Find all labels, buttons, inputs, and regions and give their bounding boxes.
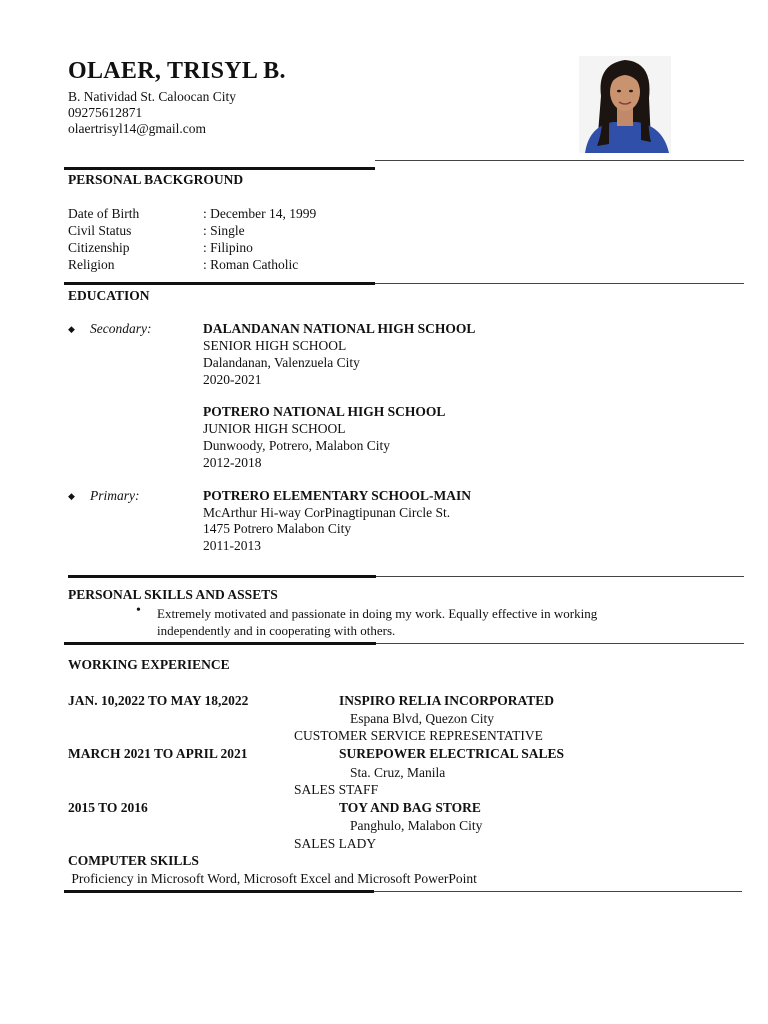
school-address: Dalandanan, Valenzuela City (203, 355, 360, 370)
email: olaertrisyl14@gmail.com (68, 121, 207, 136)
value-civil-status: : Single (203, 223, 245, 238)
divider (68, 575, 376, 578)
job-position: SALES STAFF (294, 782, 379, 797)
label-citizenship: Citizenship (68, 240, 130, 255)
job-company: TOY AND BAG STORE (339, 800, 481, 815)
applicant-name: OLAER, TRISYL B. (68, 58, 286, 84)
diamond-bullet-icon: ◆ (68, 491, 75, 501)
divider (376, 576, 744, 577)
section-title-personal: PERSONAL BACKGROUND (68, 172, 244, 187)
phone-number: 09275612871 (68, 105, 143, 120)
job-position: SALES LADY (294, 836, 377, 851)
divider (64, 890, 374, 893)
secondary-label: Secondary: (90, 321, 152, 336)
divider (64, 167, 375, 170)
job-company: INSPIRO RELIA INCORPORATED (339, 693, 555, 708)
school-years: 2020-2021 (203, 372, 262, 387)
section-title-work: WORKING EXPERIENCE (68, 657, 230, 672)
label-religion: Religion (68, 257, 115, 272)
divider (374, 891, 742, 892)
school-years: 2011-2013 (203, 538, 261, 553)
school-address: McArthur Hi-way CorPinagtipunan Circle St. (203, 505, 451, 520)
job-position: CUSTOMER SERVICE REPRESENTATIVE (294, 728, 543, 743)
school-level: JUNIOR HIGH SCHOOL (203, 421, 346, 436)
job-address: Sta. Cruz, Manila (350, 765, 446, 780)
job-dates: MARCH 2021 TO APRIL 2021 (68, 746, 248, 761)
school-name: POTRERO NATIONAL HIGH SCHOOL (203, 404, 446, 419)
divider (375, 160, 744, 161)
section-title-education: EDUCATION (68, 288, 150, 303)
school-name: DALANDANAN NATIONAL HIGH SCHOOL (203, 321, 476, 336)
school-address-line2: 1475 Potrero Malabon City (203, 521, 352, 536)
job-dates: 2015 TO 2016 (68, 800, 148, 815)
computer-skills-text: Proficiency in Microsoft Word, Microsoft Excel and Microsoft PowerPoint (68, 871, 477, 886)
skills-text-line1: Extremely motivated and passionate in doing my work. Equally effective in working (157, 606, 598, 621)
divider (64, 642, 376, 645)
diamond-bullet-icon: ◆ (68, 324, 75, 334)
label-dob: Date of Birth (68, 206, 140, 221)
profile-photo (579, 56, 671, 153)
job-company: SUREPOWER ELECTRICAL SALES (339, 746, 565, 761)
divider (64, 282, 375, 285)
job-address: Panghulo, Malabon City (350, 818, 483, 833)
value-citizenship: : Filipino (203, 240, 253, 255)
primary-label: Primary: (90, 488, 140, 503)
job-address: Espana Blvd, Quezon City (350, 711, 494, 726)
divider (376, 643, 744, 644)
job-dates: JAN. 10,2022 TO MAY 18,2022 (68, 693, 249, 708)
school-address: Dunwoody, Potrero, Malabon City (203, 438, 390, 453)
school-years: 2012-2018 (203, 455, 262, 470)
bullet-icon: • (136, 603, 141, 618)
address: B. Natividad St. Caloocan City (68, 89, 236, 104)
divider (375, 283, 744, 284)
value-religion: : Roman Catholic (203, 257, 299, 272)
school-level: SENIOR HIGH SCHOOL (203, 338, 347, 353)
section-title-skills: PERSONAL SKILLS AND ASSETS (68, 587, 278, 602)
skills-text-line2: independently and in cooperating with others. (157, 623, 396, 638)
value-dob: : December 14, 1999 (203, 206, 317, 221)
label-civil-status: Civil Status (68, 223, 132, 238)
section-title-computer: COMPUTER SKILLS (68, 853, 199, 868)
school-name: POTRERO ELEMENTARY SCHOOL-MAIN (203, 488, 472, 503)
